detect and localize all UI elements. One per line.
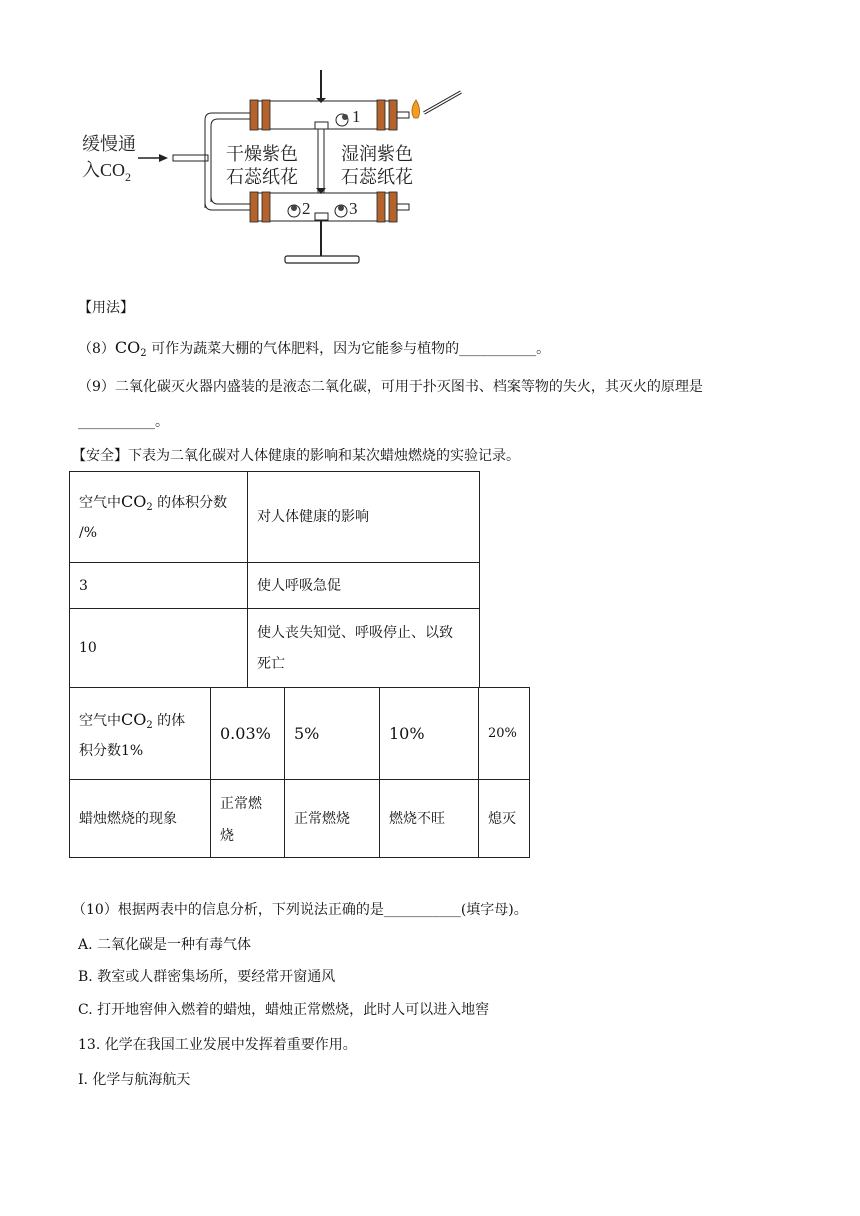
safety-text: 下表为二氧化碳对人体健康的影响和某次蜡烛燃烧的实验记录。	[128, 448, 520, 464]
t1-header-concentration	[69, 471, 248, 563]
figure-left-label-line1: 缓慢通	[82, 134, 136, 154]
flower-number-3: 3	[349, 199, 358, 218]
t1-header-line2: /%	[79, 525, 98, 541]
part-i-heading: Ⅰ. 化学与航海航天	[78, 1072, 191, 1088]
t2-value-3: 10%	[379, 687, 479, 780]
t2-phenomenon-1	[210, 779, 285, 858]
question-9-line1: （9）二氧化碳灭火器内盛装的是液态二氧化碳，可用于扑灭图书、档案等物的失火，其灭火的原理是	[78, 379, 703, 395]
question-13: 13. 化学在我国工业发展中发挥着重要作用。	[78, 1037, 357, 1053]
question-8	[78, 338, 550, 359]
option-a: A. 二氧化碳是一种有毒气体	[78, 937, 252, 953]
t2-header-concentration	[69, 687, 211, 780]
dry-flower-label-line1: 干燥紫色	[226, 144, 298, 164]
t1-row1-value: 3	[69, 562, 248, 609]
t2-header-line1: 空气中$CO_2$ 的体	[79, 710, 186, 731]
usage-heading: 【用法】	[78, 300, 134, 316]
t1-row2-value: 10	[69, 608, 248, 688]
q8-prefix: （8）	[78, 341, 115, 357]
t1-row2-effect-line1: 使人丧失知觉、呼吸停止、以致	[257, 625, 453, 641]
figure-left-label-line2: 入$CO_2$	[82, 160, 132, 184]
burning-match-icon	[412, 92, 461, 118]
t2-phenomenon-2: 正常燃烧	[284, 779, 380, 858]
co2-apparatus-figure	[0, 0, 860, 285]
wet-flower-label-line1: 湿润紫色	[341, 144, 413, 164]
q8-text: 可作为蔬菜大棚的气体肥料，因为它能参与植物的___________。	[146, 341, 551, 357]
option-c: C. 打开地窖伸入燃着的蜡烛，蜡烛正常燃烧，此时人可以进入地窖	[78, 1002, 490, 1018]
t2-phenomenon-1-line2: 烧	[220, 828, 234, 844]
q8-co: CO	[114, 338, 141, 357]
t1-header-effect: 对人体健康的影响	[247, 471, 480, 563]
t2-phenomenon-1-line1: 正常燃	[220, 796, 262, 812]
t2-value-4: 20%	[478, 687, 530, 780]
option-b: B. 教室或人群密集场所，要经常开窗通风	[78, 969, 336, 985]
t2-phenomenon-4: 熄灭	[478, 779, 530, 858]
t2-header-line2: 积分数1%	[79, 743, 144, 759]
t2-phenomenon-3: 燃烧不旺	[379, 779, 479, 858]
safety-heading: 【安全】	[72, 448, 128, 464]
q8-sub: 2	[140, 348, 147, 359]
flower-number-2: 2	[302, 199, 311, 218]
question-10: （10）根据两表中的信息分析，下列说法正确的是___________(填字母)。	[72, 902, 528, 918]
t1-row2-effect-line2: 死亡	[257, 656, 285, 672]
t2-value-2: 5%	[284, 687, 380, 780]
safety-paragraph	[72, 446, 520, 466]
t1-header-line1: 空气中$CO_2$ 的体积分数	[79, 492, 228, 513]
t1-row2-effect	[247, 608, 480, 688]
flower-number-1: 1	[352, 107, 361, 126]
t2-value-1: 0.03%	[210, 687, 285, 780]
wet-flower-label-line2: 石蕊纸花	[341, 167, 413, 187]
t1-row1-effect: 使人呼吸急促	[247, 562, 480, 609]
t2-phenomenon-label: 蜡烛燃烧的现象	[69, 779, 211, 858]
question-9-line2: ___________。	[78, 414, 169, 430]
dry-flower-label-line2: 石蕊纸花	[226, 167, 298, 187]
